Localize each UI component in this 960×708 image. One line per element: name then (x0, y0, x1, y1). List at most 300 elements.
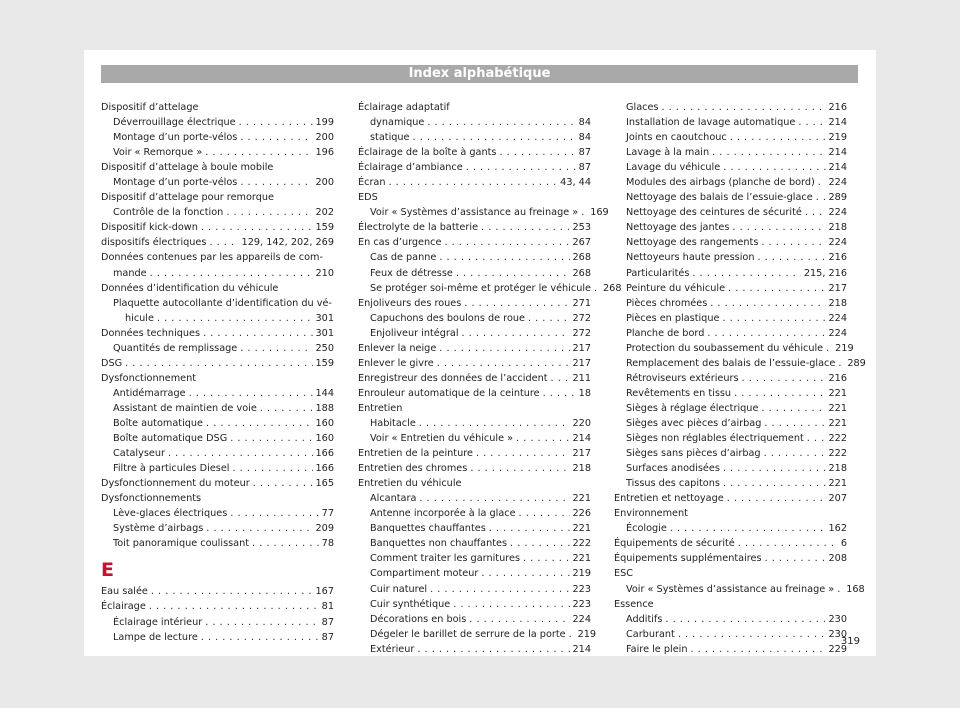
index-entry-page: 221 (572, 553, 591, 565)
index-subentry (614, 296, 847, 311)
index-entry-term: Voir « Remorque » (113, 147, 203, 159)
dot-leader (419, 416, 570, 431)
index-entry-term: Sièges non réglables électriquement (626, 433, 804, 445)
index-entry-page: 253 (572, 222, 591, 234)
index-entry (101, 476, 334, 491)
index-subentry (614, 115, 847, 130)
index-entry (358, 371, 591, 386)
dot-leader (260, 401, 313, 416)
index-entry (101, 599, 334, 614)
index-entry (101, 235, 334, 250)
index-subentry (614, 326, 847, 341)
index-entry-term: Dispositif d’attelage pour remorque (101, 192, 274, 204)
index-entry (101, 190, 334, 205)
index-entry-term: Toit panoramique coulissant (113, 538, 250, 550)
dot-leader (727, 491, 826, 506)
index-subentry (614, 461, 847, 476)
index-entry-page: 209 (315, 523, 334, 535)
index-entry-term: Filtre à particules Diesel (113, 463, 230, 475)
index-entry-page: 207 (828, 493, 847, 505)
index-entry-page: 129, 142, 202, 269 (241, 237, 334, 249)
index-entry-page: 226 (572, 508, 591, 520)
index-entry-term: Dispositif kick-down (101, 222, 198, 234)
index-entry-page: 216 (828, 372, 847, 384)
index-entry-term: Enrouleur automatique de la ceinture (358, 387, 540, 399)
index-entry-term: Enlever le givre (358, 357, 434, 369)
index-entry-term: Glaces (626, 102, 659, 113)
index-entry-term: Particularités (626, 267, 690, 279)
dot-leader (209, 235, 238, 250)
index-entry (358, 386, 591, 401)
dot-leader (798, 115, 825, 130)
index-entry (101, 491, 334, 506)
index-entry-term: Sièges sans pièces d’airbag (626, 448, 761, 460)
dot-leader (201, 630, 319, 645)
dot-leader (464, 296, 569, 311)
dot-leader (456, 266, 570, 281)
index-entry (614, 491, 847, 506)
index-subentry (101, 521, 334, 536)
index-entry-term: Entretien du véhicule (358, 478, 462, 490)
index-entry-page: 216 (828, 252, 847, 264)
index-entry-term: Carburant (626, 628, 675, 640)
index-entry-page: 214 (828, 162, 847, 174)
index-entry-term: Données d’identification du véhicule (101, 282, 279, 294)
index-entry-term: Lavage du véhicule (626, 162, 721, 174)
index-entry-term: Feux de détresse (370, 267, 453, 279)
index-entry-term: Dispositif d’attelage à boule mobile (101, 162, 274, 174)
dot-leader (437, 356, 570, 371)
index-entry-term: hicule (125, 312, 154, 324)
dot-leader (150, 266, 313, 281)
index-entry (614, 536, 847, 551)
index-subentry (614, 386, 847, 401)
index-subentry (101, 341, 334, 356)
index-entry-term: Se protéger soi-même et protéger le véhicule (370, 282, 591, 294)
index-entry-term: Éclairage de la boîte à gants (358, 147, 497, 159)
index-subentry (614, 220, 847, 235)
index-subentry (101, 506, 334, 521)
index-subentry (614, 281, 847, 296)
index-entry-term: Faire le plein (626, 643, 688, 655)
dot-leader (826, 341, 832, 356)
index-subentry (101, 266, 334, 281)
dot-leader (723, 160, 825, 175)
index-entry-page: 166 (315, 448, 334, 460)
index-entry-page: 221 (828, 478, 847, 490)
dot-leader (723, 461, 826, 476)
index-entry-term: Nettoyeurs haute pression (626, 252, 755, 264)
index-entry-page: 87 (321, 616, 334, 628)
index-entry-page: 230 (828, 613, 847, 625)
index-entry-term: Enjoliveur intégral (370, 327, 459, 339)
index-entry-page: 81 (321, 601, 334, 613)
index-entry-term: Déverrouillage électrique (113, 117, 236, 129)
index-entry-term: Cuir naturel (370, 583, 428, 595)
dot-leader (417, 642, 569, 657)
index-entry-page: 167 (315, 586, 334, 598)
index-entry (614, 506, 847, 521)
index-subentry (614, 235, 847, 250)
index-entry-page: 229 (828, 643, 847, 655)
index-entry-page: 224 (828, 312, 847, 324)
index-entry-term: Cuir synthétique (370, 598, 451, 610)
dot-leader (189, 386, 313, 401)
index-entry-term: Voir « Entretien du véhicule » (370, 433, 514, 445)
dot-leader (761, 235, 825, 250)
index-entry-term: Capuchons des boulons de roue (370, 312, 525, 324)
dot-leader (678, 627, 826, 642)
index-entry-term: Antenne incorporée à la glace (370, 508, 516, 520)
dot-leader (230, 431, 312, 446)
index-subentry (358, 566, 591, 581)
index-entry-term: Enregistreur des données de l’accident (358, 372, 548, 384)
index-entry-page: 223 (572, 583, 591, 595)
index-subentry (358, 506, 591, 521)
index-entry-page: 168 (846, 583, 865, 595)
index-entry-term: Entretien des chromes (358, 463, 468, 475)
index-subentry (358, 281, 622, 296)
index-subentry (614, 205, 847, 220)
index-entry-term: Entretien (358, 402, 403, 414)
index-entry-term: Nettoyage des jantes (626, 222, 730, 234)
dot-leader (738, 536, 838, 551)
index-subentry (101, 130, 334, 145)
dot-leader (551, 371, 570, 386)
index-entry-page: 208 (828, 553, 847, 565)
index-subentry (614, 582, 865, 597)
dot-leader (430, 582, 569, 597)
index-subentry (614, 416, 847, 431)
index-entry-page: 214 (828, 117, 847, 129)
dot-leader (481, 566, 569, 581)
index-entry-term: Tissus des capitons (626, 478, 720, 490)
index-section-letter: E (101, 559, 114, 582)
index-entry-page: 216 (828, 102, 847, 113)
dot-leader (125, 356, 312, 371)
index-entry-page: 268 (572, 267, 591, 279)
index-entry (358, 145, 591, 160)
index-subentry (614, 130, 847, 145)
index-entry-term: Enlever la neige (358, 342, 437, 354)
index-entry-page: 268 (603, 282, 622, 294)
index-subentry (358, 266, 591, 281)
index-entry-page: 211 (572, 372, 591, 384)
dot-leader (838, 356, 844, 371)
index-entry (614, 566, 847, 581)
index-entry-term: Protection du soubassement du véhicule (626, 342, 824, 354)
index-page (84, 50, 876, 656)
index-entry (358, 220, 591, 235)
index-entry-term: Lampe de lecture (113, 631, 198, 643)
index-entry-page: 218 (828, 222, 847, 234)
dot-leader (528, 311, 570, 326)
index-entry-term: Entretien de la peinture (358, 448, 473, 460)
dot-leader (519, 506, 570, 521)
index-entry-term: mande (113, 267, 147, 279)
index-entry-page: 301 (315, 312, 334, 324)
index-subentry (101, 615, 334, 630)
index-entry-page: 219 (577, 628, 597, 640)
dot-leader (594, 281, 600, 296)
index-entry-page: 301 (315, 327, 334, 339)
index-subentry (101, 446, 334, 461)
index-entry-page: 199 (315, 117, 334, 129)
index-entry-page: 221 (572, 523, 591, 535)
index-entry-page: 219 (835, 342, 854, 354)
index-entry-term: Nettoyage des rangements (626, 237, 759, 249)
index-entry-term: Pièces chromées (626, 297, 708, 309)
index-entry-page: 215, 216 (803, 267, 847, 279)
index-subentry (101, 630, 334, 645)
index-entry-page: 221 (828, 417, 847, 429)
dot-leader (240, 130, 312, 145)
index-subentry (101, 431, 334, 446)
dot-leader (728, 281, 825, 296)
dot-leader (581, 205, 587, 220)
index-subentry (614, 446, 847, 461)
index-subentry (614, 145, 847, 160)
index-subentry (358, 311, 591, 326)
index-entry-term: Installation de lavage automatique (626, 117, 796, 129)
index-column-2 (358, 100, 622, 657)
dot-leader (722, 311, 825, 326)
index-entry-term: Équipements de sécurité (614, 538, 735, 550)
index-subentry (358, 536, 591, 551)
index-entry (101, 584, 334, 599)
index-entry-term: Boîte automatique (113, 417, 204, 429)
index-entry-page: 160 (315, 433, 334, 445)
index-subentry (614, 341, 854, 356)
dot-leader (807, 431, 826, 446)
index-entry-page: 214 (572, 433, 591, 445)
page-number: 319 (840, 636, 860, 647)
dot-leader (389, 175, 558, 190)
dot-leader (413, 130, 576, 145)
index-subentry (358, 521, 591, 536)
index-entry-page: 271 (572, 297, 591, 309)
index-subentry (101, 175, 334, 190)
index-subentry (358, 115, 591, 130)
index-entry-term: Antidémarrage (113, 387, 186, 399)
index-entry-page: 222 (828, 433, 847, 445)
dot-leader (523, 551, 570, 566)
index-entry (358, 356, 591, 371)
index-entry-term: Entretien et nettoyage (614, 493, 724, 505)
index-entry-term: Additifs (626, 613, 663, 625)
index-entry-term: Dysfonctionnements (101, 493, 202, 505)
index-subentry (614, 100, 847, 115)
index-entry-page: 289 (828, 192, 847, 204)
index-entry-page: 87 (321, 631, 334, 643)
dot-leader (462, 326, 570, 341)
index-entry-page: 160 (315, 417, 334, 429)
index-entry-term: Décorations en bois (370, 613, 467, 625)
dot-leader (481, 220, 569, 235)
index-entry-page: 18 (578, 387, 591, 399)
index-subentry (101, 205, 334, 220)
index-column-1 (101, 100, 334, 645)
index-entry-page: 222 (828, 448, 847, 460)
index-entry-term: Dispositif d’attelage (101, 102, 199, 113)
index-entry-page: 221 (828, 387, 847, 399)
index-entry-term: Boîte automatique DSG (113, 433, 228, 445)
index-subentry (101, 401, 334, 416)
index-subentry (358, 326, 591, 341)
dot-leader (805, 205, 826, 220)
index-entry-term: Rétroviseurs extérieurs (626, 372, 739, 384)
index-entry-page: 221 (572, 493, 591, 505)
index-subentry (358, 642, 591, 657)
index-subentry (101, 296, 334, 311)
index-entry-term: Éclairage (101, 601, 146, 613)
dot-leader (226, 205, 312, 220)
index-entry-page: 224 (828, 207, 847, 219)
index-entry-page: 218 (828, 463, 847, 475)
dot-leader (453, 597, 569, 612)
index-entry-term: En cas d’urgence (358, 237, 442, 249)
index-entry-page: 87 (578, 147, 591, 159)
dot-leader (665, 612, 825, 627)
dot-leader (203, 326, 312, 341)
index-entry-page: 217 (572, 357, 591, 369)
index-entry (101, 326, 334, 341)
index-entry-page: 169 (590, 207, 609, 219)
index-entry (101, 281, 334, 296)
dot-leader (516, 431, 569, 446)
index-subentry (614, 356, 866, 371)
dot-leader (466, 160, 576, 175)
dot-leader (444, 235, 569, 250)
index-entry-page: 200 (315, 177, 334, 189)
index-entry-page: 214 (828, 147, 847, 159)
index-entry-page: 144 (315, 387, 334, 399)
index-entry-term: Montage d’un porte-vélos (113, 132, 238, 144)
dot-leader (240, 341, 312, 356)
index-entry-term: Revêtements en tissu (626, 387, 732, 399)
index-subentry (101, 416, 334, 431)
index-subentry (614, 612, 847, 627)
index-entry-page: 222 (572, 538, 591, 550)
index-entry-term: Électrolyte de la batterie (358, 222, 479, 234)
dot-leader (427, 115, 575, 130)
index-entry-page: 224 (828, 327, 847, 339)
dot-leader (168, 446, 313, 461)
index-subentry (358, 130, 591, 145)
index-subentry (101, 536, 334, 551)
dot-leader (757, 250, 825, 265)
index-entry-page: 250 (315, 342, 334, 354)
index-entry-page: 6 (840, 538, 847, 550)
index-subentry (358, 205, 609, 220)
index-subentry (614, 642, 847, 657)
index-entry-term: Remplacement des balais de l’essuie-glace (626, 357, 836, 369)
index-subentry (358, 551, 591, 566)
index-subentry (101, 386, 334, 401)
index-entry (358, 235, 591, 250)
index-entry-term: statique (370, 132, 410, 144)
index-entry-term: Données contenues par les appareils de com- (101, 252, 323, 264)
dot-leader (670, 521, 826, 536)
index-entry-page: 77 (321, 508, 334, 520)
index-entry-term: EDS (358, 192, 378, 204)
dot-leader (764, 416, 825, 431)
index-entry (358, 461, 591, 476)
dot-leader (206, 521, 312, 536)
index-entry (358, 341, 591, 356)
index-entry-term: Éclairage intérieur (113, 616, 203, 628)
index-subentry (614, 250, 847, 265)
index-entry-page: 219 (828, 132, 847, 144)
index-entry-page: 162 (828, 523, 847, 535)
index-entry-term: Surfaces anodisées (626, 463, 720, 475)
dot-leader (151, 584, 313, 599)
dot-leader (765, 551, 826, 566)
dot-leader (439, 250, 569, 265)
index-entry-term: Sièges avec pièces d’airbag (626, 417, 762, 429)
index-entry-term: Essence (614, 598, 654, 610)
index-entry-term: Dégeler le barillet de serrure de la porte (370, 628, 566, 640)
dot-leader (818, 175, 826, 190)
dot-leader (761, 401, 825, 416)
index-entry (358, 175, 591, 190)
index-subentry (358, 627, 597, 642)
index-entry (358, 190, 591, 205)
index-entry-page: 230 (828, 628, 847, 640)
index-entry-term: Lève-glaces électriques (113, 508, 228, 520)
index-entry-page: 268 (572, 252, 591, 264)
dot-leader (730, 130, 826, 145)
index-entry-page: 217 (572, 448, 591, 460)
index-entry (358, 160, 591, 175)
index-subentry (101, 145, 334, 160)
dot-leader (252, 536, 319, 551)
dot-leader (157, 311, 313, 326)
index-entry-page: 218 (828, 297, 847, 309)
index-entry-term: Lavage à la main (626, 147, 710, 159)
index-entry-term: Éclairage d’ambiance (358, 162, 463, 174)
index-entry-page: 159 (315, 357, 334, 369)
index-entry-term: Catalyseur (113, 448, 165, 460)
dot-leader (149, 599, 319, 614)
index-subentry (358, 250, 591, 265)
dot-leader (510, 536, 569, 551)
dot-leader (732, 220, 825, 235)
dot-leader (707, 326, 825, 341)
index-entry-page: 202 (315, 207, 334, 219)
index-entry (101, 220, 334, 235)
index-entry-term: Écran (358, 177, 386, 189)
index-entry-page: 272 (572, 327, 591, 339)
dot-leader (230, 506, 318, 521)
index-entry-term: Joints en caoutchouc (626, 132, 727, 144)
index-entry-term: Habitacle (370, 417, 416, 429)
index-entry-page: 221 (828, 402, 847, 414)
dot-leader (712, 145, 825, 160)
index-entry (358, 476, 591, 491)
dot-leader (661, 100, 825, 115)
dot-leader (837, 582, 843, 597)
index-subentry (614, 431, 847, 446)
page-title: Index alphabétique (101, 65, 858, 83)
index-entry-page: 159 (315, 222, 334, 234)
dot-leader (690, 642, 825, 657)
dot-leader (205, 145, 312, 160)
index-entry-page: 223 (572, 598, 591, 610)
index-entry-term: Compartiment moteur (370, 568, 479, 580)
index-entry-term: Nettoyage des ceintures de sécurité (626, 207, 802, 219)
index-entry-page: 87 (578, 162, 591, 174)
